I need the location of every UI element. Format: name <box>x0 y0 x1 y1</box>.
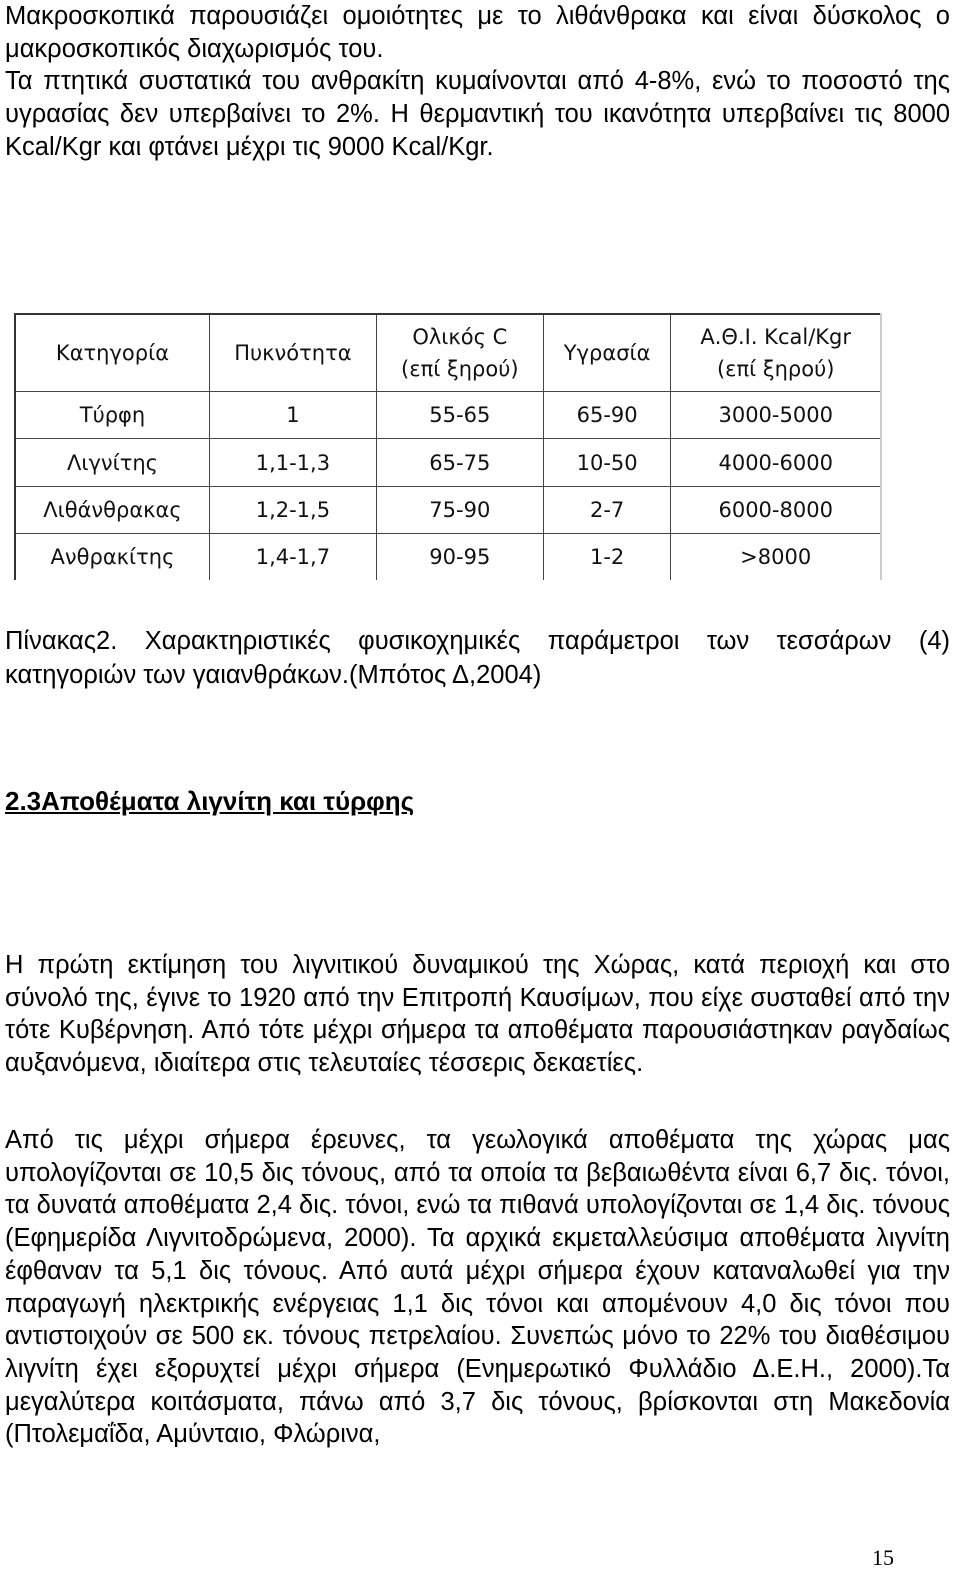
table-row <box>15 533 881 580</box>
table-cell: 65-75 <box>376 439 543 486</box>
table-cell: Λιγνίτης <box>15 439 209 486</box>
header-calorific-value: Α.Θ.Ι. Kcal/Kgr (επί ξηρού) <box>671 314 881 392</box>
coal-properties-table <box>14 313 882 580</box>
header-moisture: Υγρασία <box>543 314 671 392</box>
table-cell: 2-7 <box>543 486 671 533</box>
intro-line-2: Τα πτητικά συστατικά του ανθρακίτη κυμαίνονται από 4-8%, ενώ το ποσοστό της υγρασίας δεν υπερβαίνει το 2%. Η θερμαντική του ικανότητα υπερβαίνει τις 8000 Kcal/Kgr και φτάνει μέχρι τις 9000 Kcal/Kgr. <box>5 67 950 161</box>
section-heading: 2.3Αποθέματα λιγνίτη και τύρφης <box>5 786 415 816</box>
table-cell: 1,1-1,3 <box>209 439 376 486</box>
table-cell: 3000-5000 <box>671 392 881 439</box>
table-cell: 1-2 <box>543 533 671 580</box>
table-cell: 1,4-1,7 <box>209 533 376 580</box>
coal-properties-table-image <box>14 313 882 580</box>
table-cell: 1,2-1,5 <box>209 486 376 533</box>
header-total-carbon: Ολικός C (επί ξηρού) <box>376 314 543 392</box>
table-cell: 90-95 <box>376 533 543 580</box>
table-cell: >8000 <box>671 533 881 580</box>
table-cell: 1 <box>209 392 376 439</box>
header-density: Πυκνότητα <box>209 314 376 392</box>
intro-paragraph <box>5 0 950 164</box>
table-cell: 65-90 <box>543 392 671 439</box>
section-paragraph-2: Από τις μέχρι σήμερα έρευνες, τα γεωλογικά αποθέματα της χώρας μας υπολογίζονται σε 10,5 δις τόνους, από τα οποία τα βεβαιωθέντα είναι 6,7 δις. τόνοι, τα δυνατά αποθέματα 2,4 δις. τόνοι, ενώ τα πιθανά υπολογίζονται σε 1,4 δις. τόνους (Εφημερίδα Λιγνιτοδρώμενα, 2000). Τα αρχικά εκμεταλλεύσιμα αποθέματα λιγνίτη έφθαναν τα 5,1 δις τόνους. Από αυτά μέχρι σήμερα έχουν καταναλωθεί για την παραγωγή ηλεκτρικής ενέργειας 1,1 δις τόνοι και απομένουν 4,0 δις τόνοι που αντιστοιχούν σε 500 εκ. τόνους πετρελαίου. Συνεπώς μόνο το 22% του διαθέσιμου λιγνίτη έχει εξορυχτεί μέχρι σήμερα (Ενημερωτικό Φυλλάδιο Δ.Ε.Η., 2000).Τα μεγαλύτερα κοιτάσματα, πάνω από 3,7 δις τόνους, βρίσκονται στη Μακεδονία (Πτολεμαΐδα, Αμύνταιο, Φλώρινα, <box>5 1126 950 1449</box>
table-cell: 6000-8000 <box>671 486 881 533</box>
table-cell: 75-90 <box>376 486 543 533</box>
table-row <box>15 392 881 439</box>
header-category: Κατηγορία <box>15 314 209 392</box>
table-row <box>15 439 881 486</box>
table-cell: 55-65 <box>376 392 543 439</box>
page-number: 15 <box>872 1545 894 1570</box>
section-paragraph-1: Η πρώτη εκτίμηση του λιγνιτικού δυναμικού της Χώρας, κατά περιοχή και στο σύνολό της, έγινε το 1920 από την Επιτροπή Καυσίμων, που είχε συσταθεί από την τότε Κυβέρνηση. Από τότε μέχρι σήμερα τα αποθέματα παρουσιάστηκαν ραγδαίως αυξανόμενα, ιδιαίτερα στις τελευταίες τέσσερις δεκαετίες. <box>5 951 950 1078</box>
table-row <box>15 486 881 533</box>
table-cell: 4000-6000 <box>671 439 881 486</box>
table-cell: Λιθάνθρακας <box>15 486 209 533</box>
table-cell: Τύρφη <box>15 392 209 439</box>
table-caption: Πίνακας2. Χαρακτηριστικές φυσικοχημικές παράμετροι των τεσσάρων (4) κατηγοριών των γαιανθράκων.(Μπότος Δ,2004) <box>5 627 950 689</box>
table-cell: Ανθρακίτης <box>15 533 209 580</box>
intro-line-1: Μακροσκοπικά παρουσιάζει ομοιότητες με το λιθάνθρακα και είναι δύσκολος ο μακροσκοπικός διαχωρισμός του. <box>5 2 950 63</box>
table-header-row <box>15 314 881 392</box>
table-cell: 10-50 <box>543 439 671 486</box>
